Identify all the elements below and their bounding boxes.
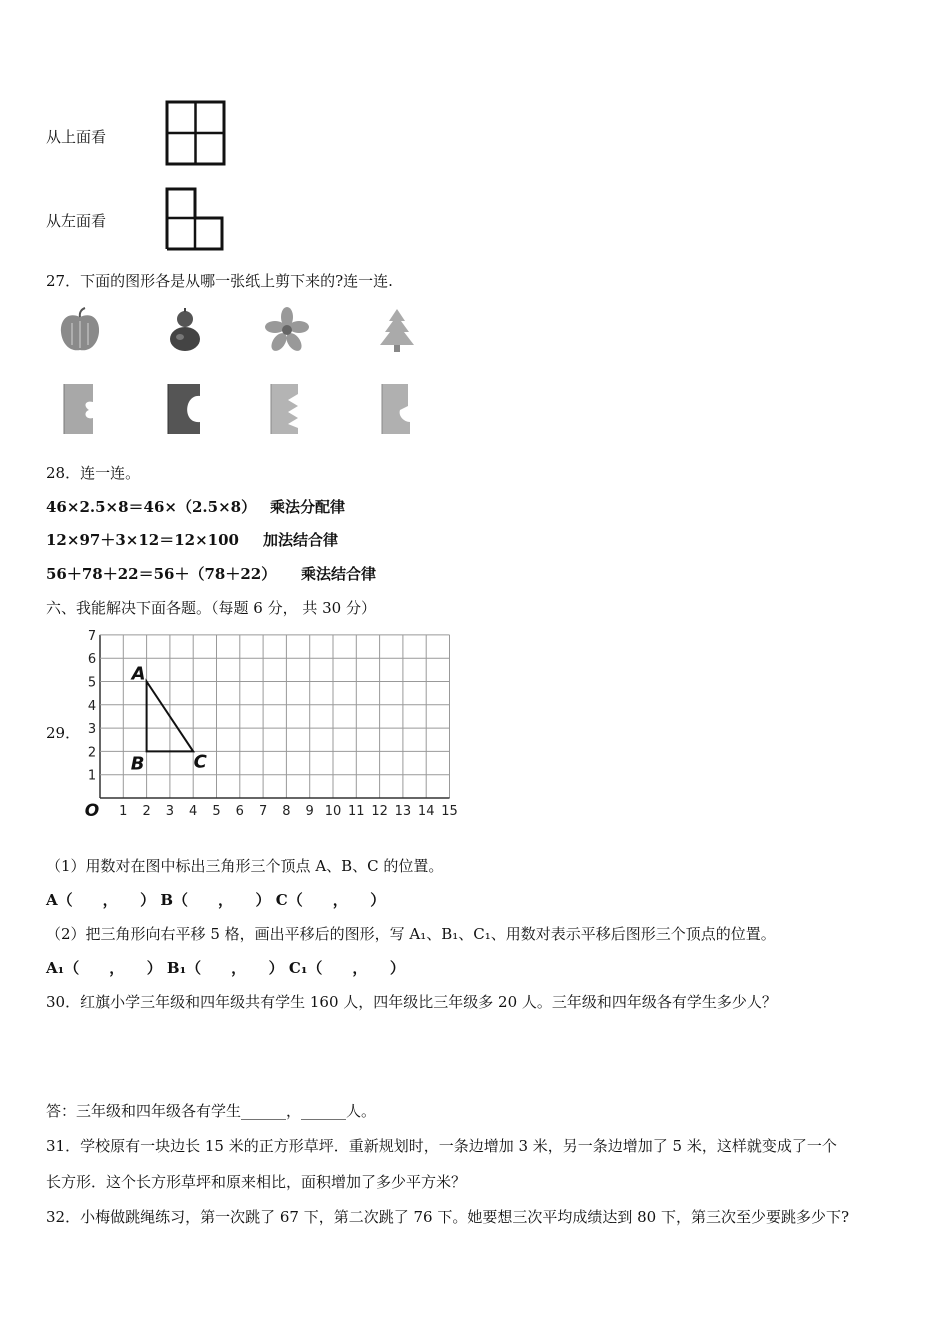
x-tick-label: 12	[371, 804, 388, 819]
y-tick-label: 4	[87, 698, 97, 714]
x-tick-label: 15	[441, 804, 458, 819]
q29-sub2: （2）把三角形向右平移 5 格，画出平移后的图形，写 A₁、B₁、C₁、用数对表示平移后图形三个顶点的位置。	[46, 925, 776, 943]
paper-e-1	[55, 380, 105, 438]
apple-shape	[55, 305, 105, 355]
q28-law-3: 乘法结合律	[301, 565, 377, 583]
q28-title: 28．连一连。	[46, 464, 141, 482]
y-tick-label: 3	[87, 722, 97, 738]
q28-expr-1: 46×2.5×8＝46×（2.5×8）	[46, 498, 257, 516]
q32-text: 32．小梅做跳绳练习，第一次跳了 67 下，第二次跳了 76 下。她要想三次平均成绩达到 80 下，第三次至少要跳多少下?	[46, 1208, 850, 1226]
y-tick-label: 7	[87, 628, 97, 644]
q30-answer: 答：三年级和四年级各有学生______，______人。	[46, 1102, 377, 1120]
q29-answer-line-1: A（ ， ） B（ ， ） C（ ， ）	[46, 891, 386, 909]
q31-line-2: 长方形．这个长方形草坪和原来相比，面积增加了多少平方米？	[46, 1173, 467, 1191]
x-tick-label: 10	[324, 804, 342, 819]
x-tick-label: 13	[394, 804, 412, 819]
q29-number: 29．	[46, 724, 81, 742]
left-view-figure	[160, 183, 230, 253]
q29-answer-line-2: A₁（ ， ） B₁（ ， ） C₁（ ， ）	[46, 959, 405, 977]
y-tick-label: 2	[87, 745, 97, 761]
gourd-shape	[160, 305, 210, 355]
view-top-label: 从上面看	[46, 128, 107, 146]
vertex-label-a: A	[131, 663, 146, 685]
vertex-label-c: C	[193, 751, 207, 773]
x-tick-label: 14	[417, 804, 435, 819]
x-tick-label: 3	[165, 804, 175, 819]
q28-expr-2: 12×97＋3×12＝12×100	[46, 531, 239, 549]
origin-label: O	[84, 801, 100, 821]
paper-e-3	[372, 380, 422, 438]
paper-e-2	[262, 380, 312, 438]
view-left-label: 从左面看	[46, 212, 107, 230]
q29-sub1: （1）用数对在图中标出三角形三个顶点 A、B、C 的位置。	[46, 857, 444, 875]
x-tick-label: 2	[142, 804, 151, 819]
paper-c	[160, 380, 210, 438]
y-tick-label: 5	[87, 675, 97, 691]
q31-line-1: 31．学校原有一块边长 15 米的正方形草坪．重新规划时，一条边增加 3 米，另一条边增加了 5 米，这样就变成了一个	[46, 1137, 837, 1155]
x-tick-label: 6	[235, 804, 244, 819]
q27-text: 27．下面的图形各是从哪一张纸上剪下来的?连一连.	[46, 272, 393, 290]
x-tick-label: 7	[258, 804, 268, 819]
vertex-label-b: B	[130, 753, 145, 775]
q30-text: 30．红旗小学三年级和四年级共有学生 160 人，四年级比三年级多 20 人。三年级和四年级各有学生多少人？	[46, 993, 777, 1011]
x-tick-label: 5	[212, 804, 221, 819]
x-tick-label: 4	[189, 804, 198, 819]
x-tick-label: 1	[119, 804, 128, 819]
x-tick-label: 8	[282, 804, 291, 819]
y-tick-label: 1	[87, 768, 97, 784]
section-6-heading: 六、我能解决下面各题。（每题 6 分， 共 30 分）	[46, 599, 376, 617]
q28-law-1: 乘法分配律	[270, 498, 346, 516]
q28-law-2: 加法结合律	[263, 531, 339, 549]
x-tick-label: 11	[348, 804, 365, 819]
tree-shape	[372, 305, 422, 355]
top-view-figure	[160, 98, 230, 170]
y-tick-label: 6	[87, 652, 97, 668]
q28-expr-3: 56＋78＋22＝56＋（78＋22）	[46, 565, 277, 583]
coordinate-grid-chart	[80, 628, 470, 828]
x-tick-label: 9	[305, 804, 314, 819]
flower-shape	[262, 305, 312, 355]
